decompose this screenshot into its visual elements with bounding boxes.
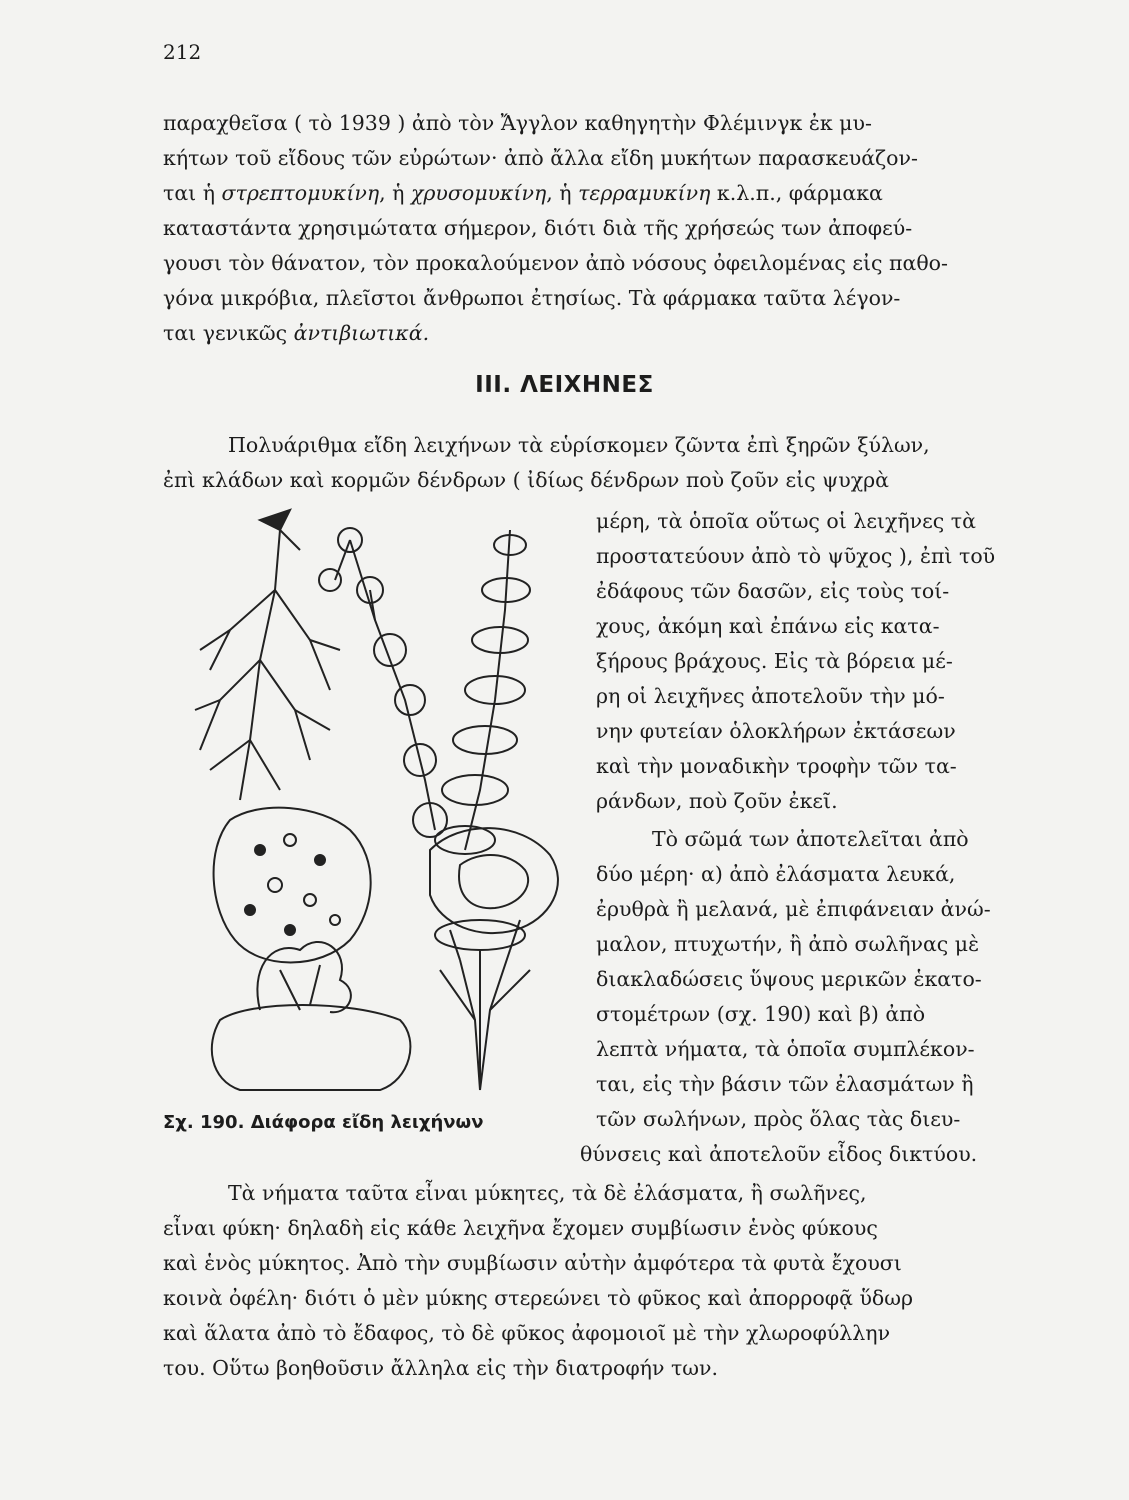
text-line: ται, εἰς τὴν βάσιν τῶν ἐλασμάτων ἢ — [596, 1072, 974, 1096]
term-antibiotics: ἀντιβιωτικά. — [293, 321, 430, 345]
text-line: καταστάντα χρησιμώτατα σήμερον, διότι διὰ τῆς χρήσεώς των ἀποφεύ- — [163, 216, 913, 240]
page-number: 212 — [163, 40, 202, 64]
text-line: γόνα μικρόβια, πλεῖστοι ἄνθρωποι ἐτησίως. Τὰ φάρμακα ταῦτα λέγον- — [163, 286, 901, 310]
text-line: νην φυτείαν ὁλοκλήρων ἐκτάσεων — [596, 719, 956, 743]
text-line: Τὸ σῶμά των ἀποτελεῖται ἀπὸ — [652, 827, 969, 851]
text-line: μέρη, τὰ ὁποῖα οὕτως οἱ λειχῆνες τὰ — [596, 509, 976, 533]
text-line: μαλον, πτυχωτήν, ἢ ἀπὸ σωλῆνας μὲ — [596, 932, 980, 956]
text-line: παραχθεῖσα ( τὸ 1939 ) ἀπὸ τὸν Ἄγγλον καθηγητὴν Φλέμινγκ ἐκ μυ- — [163, 111, 872, 135]
text-fragment: ται ἡ — [163, 181, 222, 205]
filament-lichen — [195, 510, 340, 800]
rock-lichen — [212, 942, 411, 1090]
text-line: εἶναι φύκη· δηλαδὴ εἰς κάθε λειχῆνα ἔχομεν συμβίωσιν ἑνὸς φύκους — [163, 1216, 878, 1240]
text-line: ἐπὶ κλάδων καὶ κορμῶν δένδρων ( ἰδίως δένδρων ποὺ ζοῦν εἰς ψυχρὰ — [163, 468, 890, 492]
section-heading: ΙΙΙ. ΛΕΙΧΗΝΕΣ — [475, 372, 654, 398]
text-fragment: κ.λ.π., φάρμακα — [710, 181, 883, 205]
cup-lichen — [319, 528, 447, 837]
figure-caption: Σχ. 190. Διάφορα εἴδη λειχήνων — [163, 1112, 484, 1133]
text-line: καὶ ἑνὸς μύκητος. Ἀπὸ τὴν συμβίωσιν αὐτὴν ἀμφότερα τὰ φυτὰ ἔχουσι — [163, 1251, 902, 1275]
text-line: κοινὰ ὀφέλη· διότι ὁ μὲν μύκης στερεώνει τὸ φῦκος καὶ ἀπορροφᾷ ὕδωρ — [163, 1286, 914, 1310]
text-line: τῶν σωλήνων, πρὸς ὅλας τὰς διευ- — [596, 1107, 961, 1131]
text-line: ράνδων, ποὺ ζοῦν ἐκεῖ. — [596, 789, 838, 813]
text-line: Πολυάριθμα εἴδη λειχήνων τὰ εὑρίσκομεν ζῶντα ἐπὶ ξηρῶν ξύλων, — [228, 433, 930, 457]
text-line: γουσι τὸν θάνατον, τὸν προκαλούμενον ἀπὸ νόσους ὀφειλομένας εἰς παθο- — [163, 251, 948, 275]
text-line: του. Οὕτω βοηθοῦσιν ἄλληλα εἰς τὴν διατροφήν των. — [163, 1356, 718, 1380]
text-fragment: , ἡ — [546, 181, 579, 205]
text-line — [163, 318, 429, 348]
text-line: ξήρους βράχους. Εἰς τὰ βόρεια μέ- — [596, 649, 953, 673]
text-line: λεπτὰ νήματα, τὰ ὁποῖα συμπλέκον- — [596, 1037, 975, 1061]
crustose-lichen — [214, 808, 371, 963]
text-line: Τὰ νήματα ταῦτα εἶναι μύκητες, τὰ δὲ ἐλάσματα, ἢ σωλῆνες, — [228, 1181, 867, 1205]
fruticose-lichen — [435, 920, 530, 1090]
tiered-lichen — [435, 530, 530, 854]
lichen-illustration — [180, 500, 580, 1100]
text-line: θύνσεις καὶ ἀποτελοῦν εἶδος δικτύου. — [580, 1142, 978, 1166]
lichen-drawing — [180, 500, 580, 1100]
text-fragment: , ἡ — [379, 181, 411, 205]
text-line: ρη οἱ λειχῆνες ἀποτελοῦν τὴν μό- — [596, 684, 945, 708]
text-line: χους, ἀκόμη καὶ ἐπάνω εἰς κατα- — [596, 614, 940, 638]
text-fragment: ται γενικῶς — [163, 321, 294, 345]
term-streptomycin: στρεπτομυκίνη — [221, 181, 380, 205]
text-line: διακλαδώσεις ὕψους μερικῶν ἑκατο- — [596, 967, 982, 991]
text-line — [163, 178, 883, 208]
text-line: καὶ τὴν μοναδικὴν τροφὴν τῶν τα- — [596, 754, 957, 778]
term-chrysomycin: χρυσομυκίνη — [410, 181, 547, 205]
term-terramycin: τερραμυκίνη — [578, 181, 711, 205]
text-line: καὶ ἅλατα ἀπὸ τὸ ἔδαφος, τὸ δὲ φῦκος ἀφομοιοῖ μὲ τὴν χλωροφύλλην — [163, 1321, 891, 1345]
text-line: ἐρυθρὰ ἢ μελανά, μὲ ἐπιφάνειαν ἀνώ- — [596, 897, 991, 921]
text-line: προστατεύουν ἀπὸ τὸ ψῦχος ), ἐπὶ τοῦ — [596, 544, 996, 568]
text-line: δύο μέρη· α) ἀπὸ ἐλάσματα λευκά, — [596, 862, 956, 886]
text-line: ἐδάφους τῶν δασῶν, εἰς τοὺς τοί- — [596, 579, 950, 603]
text-line: στομέτρων (σχ. 190) καὶ β) ἀπὸ — [596, 1002, 926, 1026]
text-line: κήτων τοῦ εἴδους τῶν εὐρώτων· ἀπὸ ἄλλα εἴδη μυκήτων παρασκευάζον- — [163, 146, 918, 170]
